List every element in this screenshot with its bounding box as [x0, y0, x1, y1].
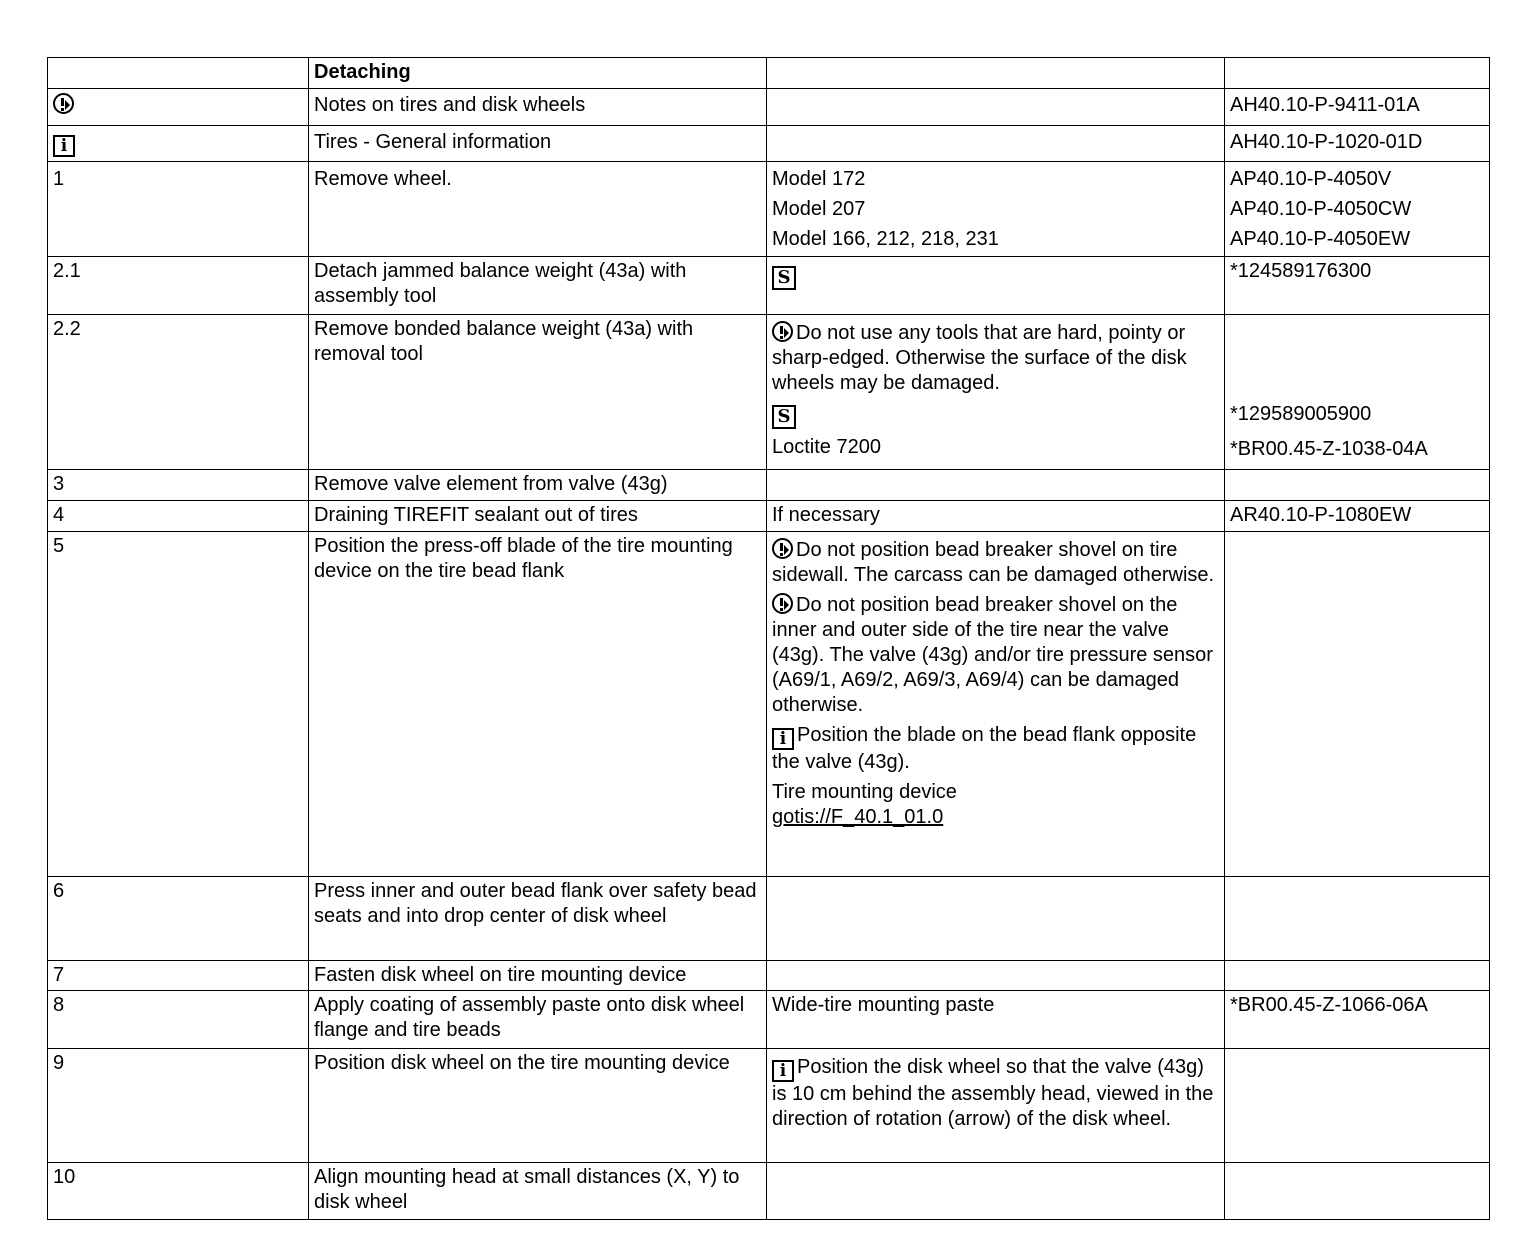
step-number: 9: [48, 1049, 309, 1163]
step-text: Notes on tires and disk wheels: [309, 89, 767, 126]
special-tool-icon: S: [772, 405, 796, 429]
section-title: Detaching: [309, 58, 767, 89]
device-label: Tire mounting device: [772, 781, 957, 803]
note-icon: [772, 321, 793, 342]
document-reference[interactable]: AP40.10-P-4050EW: [1230, 228, 1411, 250]
step-number: 2.1: [48, 257, 309, 315]
step-text: Remove wheel.: [309, 162, 767, 257]
step-number: 7: [48, 961, 309, 991]
info-icon: i: [772, 1060, 794, 1082]
step-number: 2.2: [48, 315, 309, 470]
model-label: Model 166, 212, 218, 231: [772, 228, 999, 250]
table-row: [48, 991, 1490, 1049]
note-icon: [53, 93, 74, 114]
procedure-table: [47, 57, 1490, 1220]
note-text: Do not position bead breaker shovel on tire sidewall. The carcass can be damaged otherwise.: [772, 539, 1215, 586]
table-row: [48, 315, 1490, 470]
info-text: Position the disk wheel so that the valve (43g) is 10 cm behind the assembly head, viewed in the direction of rotation (arrow) of the disk wheel.: [772, 1056, 1214, 1130]
step-number: 10: [48, 1163, 309, 1220]
step-text: Draining TIREFIT sealant out of tires: [309, 501, 767, 532]
document-reference[interactable]: AH40.10-P-9411-01A: [1225, 89, 1490, 126]
document-reference[interactable]: AH40.10-P-1020-01D: [1225, 126, 1490, 162]
material-label: Wide-tire mounting paste: [767, 991, 1225, 1049]
info-icon: i: [53, 135, 75, 157]
step-text: Align mounting head at small distances (X, Y) to disk wheel: [309, 1163, 767, 1220]
table-row: [48, 257, 1490, 315]
step-text: Position the press-off blade of the tire mounting device on the tire bead flank: [309, 532, 767, 877]
step-text: Remove valve element from valve (43g): [309, 470, 767, 501]
step-text: Detach jammed balance weight (43a) with assembly tool: [309, 257, 767, 315]
tool-number[interactable]: *124589176300: [1225, 257, 1490, 315]
document-reference[interactable]: AP40.10-P-4050CW: [1230, 198, 1412, 220]
info-text: Position the blade on the bead flank opposite the valve (43g).: [772, 724, 1197, 773]
table-row: [48, 470, 1490, 501]
tool-number[interactable]: *129589005900: [1230, 403, 1372, 425]
step-number: 5: [48, 532, 309, 877]
table-row: [48, 961, 1490, 991]
model-label: Model 207: [772, 198, 866, 220]
step-number: 1: [48, 162, 309, 257]
document-reference[interactable]: *BR00.45-Z-1066-06A: [1225, 991, 1490, 1049]
table-row: [48, 532, 1490, 877]
material-label: Loctite 7200: [772, 436, 881, 458]
info-icon: i: [772, 728, 794, 750]
condition-text: If necessary: [767, 501, 1225, 532]
step-text: Press inner and outer bead flank over safety bead seats and into drop center of disk wheel: [309, 877, 767, 961]
document-reference[interactable]: *BR00.45-Z-1038-04A: [1230, 438, 1428, 460]
table-row: [48, 126, 1490, 162]
step-text: Remove bonded balance weight (43a) with removal tool: [309, 315, 767, 470]
note-icon: [772, 538, 793, 559]
table-row: [48, 877, 1490, 961]
table-row: [48, 501, 1490, 532]
special-tool-icon: S: [772, 266, 796, 290]
gotis-link[interactable]: gotis://F_40.1_01.0: [772, 806, 944, 828]
document-reference[interactable]: AP40.10-P-4050V: [1230, 168, 1392, 190]
table-row: [48, 162, 1490, 257]
step-number: 6: [48, 877, 309, 961]
model-label: Model 172: [772, 168, 866, 190]
document-reference[interactable]: AR40.10-P-1080EW: [1225, 501, 1490, 532]
step-text: Apply coating of assembly paste onto disk wheel flange and tire beads: [309, 991, 767, 1049]
step-number: 3: [48, 470, 309, 501]
table-row: [48, 1049, 1490, 1163]
note-icon: [772, 593, 793, 614]
note-text: Do not use any tools that are hard, pointy or sharp-edged. Otherwise the surface of the disk wheels may be damaged.: [772, 322, 1187, 394]
table-row: [48, 1163, 1490, 1220]
step-number: 8: [48, 991, 309, 1049]
note-text: Do not position bead breaker shovel on the inner and outer side of the tire near the valve (43g). The valve (43g) and/or tire pressure sensor (A69/1, A69/2, A69/3, A69/4) can be damaged otherwise.: [772, 594, 1213, 716]
step-number: 4: [48, 501, 309, 532]
step-text: Fasten disk wheel on tire mounting device: [309, 961, 767, 991]
table-row: [48, 89, 1490, 126]
table-header-row: [48, 58, 1490, 89]
step-text: Tires - General information: [309, 126, 767, 162]
step-text: Position disk wheel on the tire mounting device: [309, 1049, 767, 1163]
